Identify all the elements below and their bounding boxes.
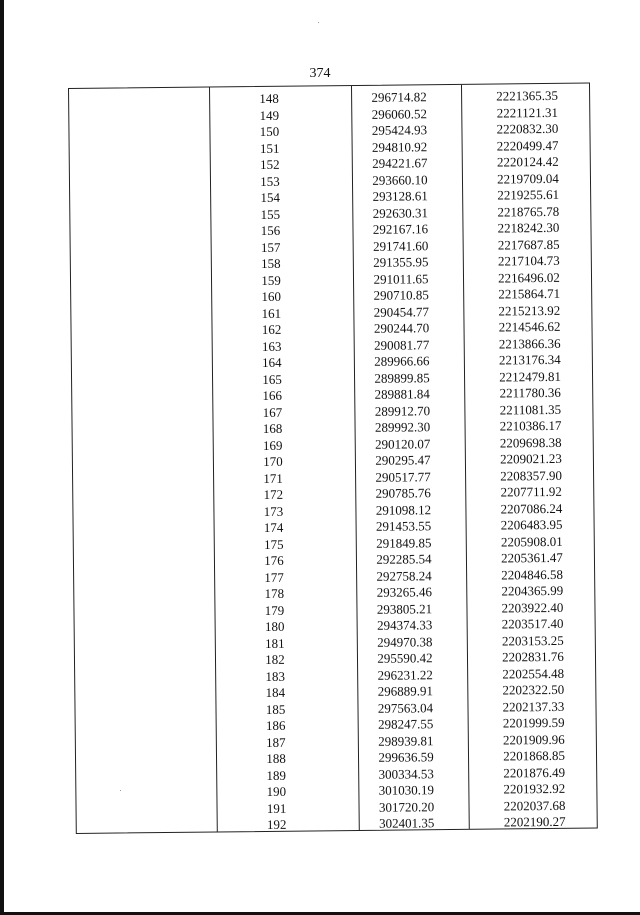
y-coordinate-cell: 2219709.04 [497, 170, 559, 187]
point-number-cell: 166 [262, 387, 283, 403]
point-number-cell: 172 [263, 486, 284, 502]
y-coordinate-cell: 2203922.40 [501, 599, 564, 615]
y-coordinate-cell: 2202322.50 [502, 681, 565, 698]
x-coordinate-cell: 290517.77 [375, 468, 431, 485]
point-number-cell: 184 [265, 684, 286, 700]
y-coordinate-cell: 2205361.47 [500, 549, 563, 566]
y-coordinate-cell: 2202831.76 [502, 648, 564, 665]
x-coordinate-cell: 291849.85 [376, 534, 432, 551]
point-number-cell: 168 [262, 420, 283, 436]
y-coordinate-cell: 2202554.48 [502, 665, 565, 681]
y-coordinate-cell: 2203153.25 [501, 632, 564, 648]
x-coordinate-cell: 300334.53 [378, 765, 434, 782]
point-number-cell: 149 [259, 107, 280, 123]
x-coordinate-cell: 294374.33 [376, 617, 433, 633]
x-coordinate-cell: 289992.30 [374, 419, 431, 435]
point-number-cell: 156 [260, 222, 281, 238]
x-coordinate-cell: 291453.55 [375, 518, 432, 534]
x-coordinate-cell: 292758.24 [376, 567, 432, 584]
point-number-cell: 182 [265, 651, 285, 667]
x-coordinate-cell: 301720.20 [378, 798, 435, 815]
point-number-cell: 165 [262, 371, 282, 387]
x-coordinate-cell: 295424.93 [371, 122, 428, 138]
x-coordinate-cell: 293128.61 [372, 188, 428, 204]
point-number-cell: 180 [264, 618, 285, 634]
point-number-cell: 162 [261, 321, 282, 337]
point-number-cell: 191 [266, 800, 287, 816]
x-coordinate-cell: 296231.22 [377, 666, 433, 683]
x-coordinate-cell: 292630.31 [372, 204, 429, 221]
x-coordinate-cell: 293660.10 [372, 171, 428, 188]
y-coordinate-cell: 2204846.58 [501, 566, 564, 582]
y-coordinate-cell: 2201932.92 [503, 780, 566, 797]
y-coordinate-cell: 2215213.92 [498, 302, 561, 319]
x-coordinate-cell: 296889.91 [377, 683, 434, 699]
point-number-cell: 174 [263, 519, 284, 535]
y-coordinate-cell: 2218765.78 [497, 203, 560, 220]
point-number-cell: 163 [261, 338, 282, 354]
point-number-cell: 167 [262, 404, 283, 420]
y-coordinate-cell: 2201876.49 [503, 764, 566, 780]
x-coordinate-cell: 290081.77 [374, 336, 430, 353]
x-coordinate-cell: 295590.42 [377, 650, 433, 666]
point-number-cell: 188 [266, 750, 286, 766]
x-coordinate-cell: 293265.46 [376, 584, 432, 600]
x-coordinate-cell: 296714.82 [371, 89, 427, 105]
y-coordinate-cell: 2220124.42 [496, 153, 559, 170]
point-number-cell: 154 [260, 189, 280, 205]
point-number-cell: 176 [264, 552, 284, 568]
point-number-cell: 150 [259, 123, 280, 139]
point-number-cell: 183 [265, 668, 285, 684]
x-coordinate-cell: 289966.66 [374, 353, 430, 369]
y-coordinate-cell: 2202037.68 [503, 797, 566, 813]
x-coordinate-cell: 290454.77 [373, 303, 430, 320]
y-coordinate-cell: 2212479.81 [499, 368, 561, 385]
x-coordinate-cell: 292285.54 [376, 551, 432, 567]
point-number-cell: 160 [261, 288, 282, 304]
point-number-cell: 171 [263, 470, 283, 486]
y-coordinate-cell: 2211081.35 [499, 401, 562, 417]
y-coordinate-cell: 2201999.59 [502, 714, 565, 731]
point-number-cell: 178 [264, 585, 285, 601]
y-coordinate-cell: 2201909.96 [502, 731, 565, 747]
y-coordinate-cell: 2216496.02 [498, 269, 560, 286]
point-number-cell: 181 [264, 635, 285, 651]
point-number-cell: 148 [259, 90, 279, 106]
x-coordinate-cell: 291011.65 [373, 270, 429, 287]
scan-speck [318, 22, 319, 23]
x-coordinate-cell: 290244.70 [373, 320, 430, 336]
point-number-cell: 152 [259, 156, 280, 172]
x-coordinate-cell: 291741.60 [372, 237, 429, 254]
point-number-cell: 169 [262, 437, 283, 453]
y-coordinate-cell: 2218242.30 [497, 219, 560, 236]
y-coordinate-cell: 2208357.90 [500, 467, 563, 483]
x-coordinate-cell: 289899.85 [374, 369, 430, 386]
coordinate-table [68, 83, 598, 834]
x-coordinate-cell: 294810.92 [371, 138, 428, 155]
point-number-cell: 187 [266, 734, 286, 750]
x-coordinate-cell: 297563.04 [377, 699, 434, 716]
y-coordinate-cell: 2204365.99 [501, 582, 564, 599]
point-number-cell: 177 [264, 569, 284, 585]
x-coordinate-cell: 289912.70 [374, 402, 431, 419]
y-coordinate-cell: 2209698.38 [499, 434, 562, 450]
x-coordinate-cell: 291098.12 [375, 501, 432, 518]
y-coordinate-cell: 2207711.92 [500, 483, 562, 500]
y-coordinate-cell: 2215864.71 [498, 285, 561, 302]
y-coordinate-cell: 2214546.62 [498, 318, 561, 335]
point-number-cell: 189 [266, 767, 287, 783]
y-coordinate-cell: 2220832.30 [496, 120, 559, 137]
point-number-cell: 153 [260, 173, 280, 189]
point-number-cell: 185 [265, 701, 286, 717]
x-coordinate-cell: 293805.21 [376, 600, 433, 617]
y-coordinate-cell: 2213866.36 [498, 335, 561, 352]
y-coordinate-cell: 2219255.61 [497, 186, 560, 203]
y-coordinate-cell: 2205908.01 [500, 533, 563, 549]
y-coordinate-cell: 2211780.36 [499, 384, 561, 401]
x-coordinate-cell: 289881.84 [374, 386, 430, 402]
y-coordinate-cell: 2202190.27 [503, 813, 566, 830]
y-coordinate-cell: 2217104.73 [497, 252, 560, 269]
point-number-cell: 161 [261, 305, 282, 321]
point-number-cell: 173 [263, 503, 284, 519]
x-coordinate-cell: 299636.59 [378, 749, 434, 765]
x-coordinate-cell: 290785.76 [375, 485, 431, 501]
x-coordinate-cell: 294221.67 [372, 155, 428, 171]
x-coordinate-cell: 290710.85 [373, 287, 429, 303]
y-coordinate-cell: 2221365.35 [496, 87, 559, 104]
x-coordinate-cell: 291355.95 [373, 254, 429, 270]
point-number-cell: 164 [262, 354, 282, 370]
x-coordinate-cell: 294970.38 [377, 633, 433, 650]
point-number-cell: 192 [266, 816, 287, 832]
point-number-cell: 158 [261, 255, 281, 271]
y-coordinate-cell: 2209021.23 [499, 450, 562, 467]
point-number-cell: 175 [263, 536, 284, 552]
point-number-cell: 190 [266, 783, 287, 799]
scan-edge-left [0, 0, 4, 915]
point-number-cell: 157 [260, 239, 281, 255]
point-number-cell: 151 [259, 140, 280, 156]
x-coordinate-cell: 302401.35 [379, 815, 435, 831]
y-coordinate-cell: 2220499.47 [496, 137, 559, 154]
x-coordinate-cell: 290295.47 [375, 452, 431, 468]
y-coordinate-cell: 2221121.31 [496, 104, 558, 121]
x-coordinate-cell: 301030.19 [378, 782, 435, 798]
x-coordinate-cell: 296060.52 [371, 105, 427, 122]
page-number: 374 [309, 66, 331, 81]
y-coordinate-cell: 2206483.95 [500, 516, 563, 533]
y-coordinate-cell: 2210386.17 [499, 417, 562, 434]
y-coordinate-cell: 2207086.24 [500, 500, 563, 516]
point-number-cell: 170 [263, 453, 283, 469]
x-coordinate-cell: 298247.55 [377, 716, 434, 732]
point-number-cell: 159 [261, 272, 281, 288]
y-coordinate-cell: 2202137.33 [502, 698, 565, 714]
y-coordinate-cell: 2201868.85 [503, 747, 565, 764]
y-coordinate-cell: 2213176.34 [498, 351, 561, 368]
y-coordinate-cell: 2203517.40 [501, 615, 564, 632]
y-coordinate-cell: 2217687.85 [497, 236, 560, 253]
x-coordinate-cell: 290120.07 [375, 435, 431, 452]
x-coordinate-cell: 292167.16 [372, 221, 429, 237]
x-coordinate-cell: 298939.81 [378, 732, 434, 749]
table-body [69, 88, 597, 836]
point-number-cell: 186 [265, 717, 286, 733]
point-number-cell: 179 [264, 602, 285, 618]
point-number-cell: 155 [260, 206, 281, 222]
